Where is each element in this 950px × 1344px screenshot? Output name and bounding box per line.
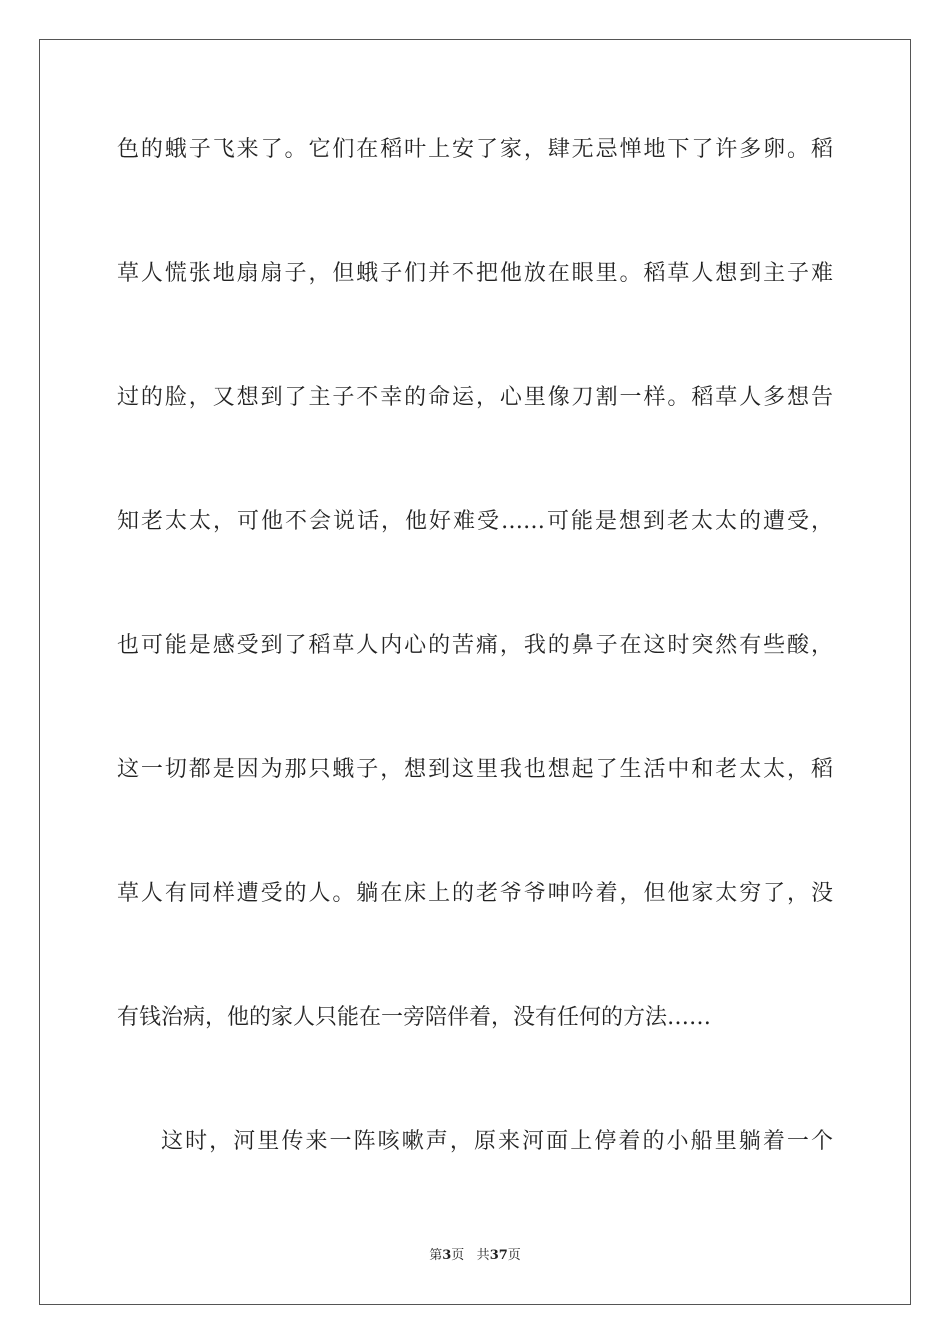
page-number: 3 xyxy=(442,1248,452,1263)
page-suffix: 页 xyxy=(451,1248,465,1263)
page-footer xyxy=(0,1246,950,1266)
text-line: 有钱治病，他的家人只能在一旁陪伴着，没有任何的方法…… xyxy=(117,1005,712,1030)
text-line: 色的蛾子飞来了。它们在稻叶上安了家，肆无忌惮地下了许多卵。稻 xyxy=(117,137,833,162)
total-suffix: 页 xyxy=(507,1248,521,1263)
text-line: 知老太太，可他不会说话，他好难受……可能是想到老太太的遭受， xyxy=(117,509,833,534)
text-line: 也可能是感受到了稻草人内心的苦痛，我的鼻子在这时突然有些酸， xyxy=(117,633,833,658)
total-prefix: 共 xyxy=(476,1248,490,1263)
page-prefix: 第 xyxy=(429,1248,443,1263)
text-line: 草人有同样遭受的人。躺在床上的老爷爷呻吟着，但他家太穷了，没 xyxy=(117,881,833,906)
paragraph-start-line: 这时，河里传来一阵咳嗽声，原来河面上停着的小船里躺着一个 xyxy=(161,1129,833,1154)
total-pages: 37 xyxy=(489,1248,508,1263)
text-line: 过的脸，又想到了主子不幸的命运，心里像刀割一样。稻草人多想告 xyxy=(117,385,833,410)
text-line: 这一切都是因为那只蛾子，想到这里我也想起了生活中和老太太，稻 xyxy=(117,757,833,782)
text-line: 草人慌张地扇扇子，但蛾子们并不把他放在眼里。稻草人想到主子难 xyxy=(117,261,833,286)
document-body xyxy=(117,128,833,1244)
